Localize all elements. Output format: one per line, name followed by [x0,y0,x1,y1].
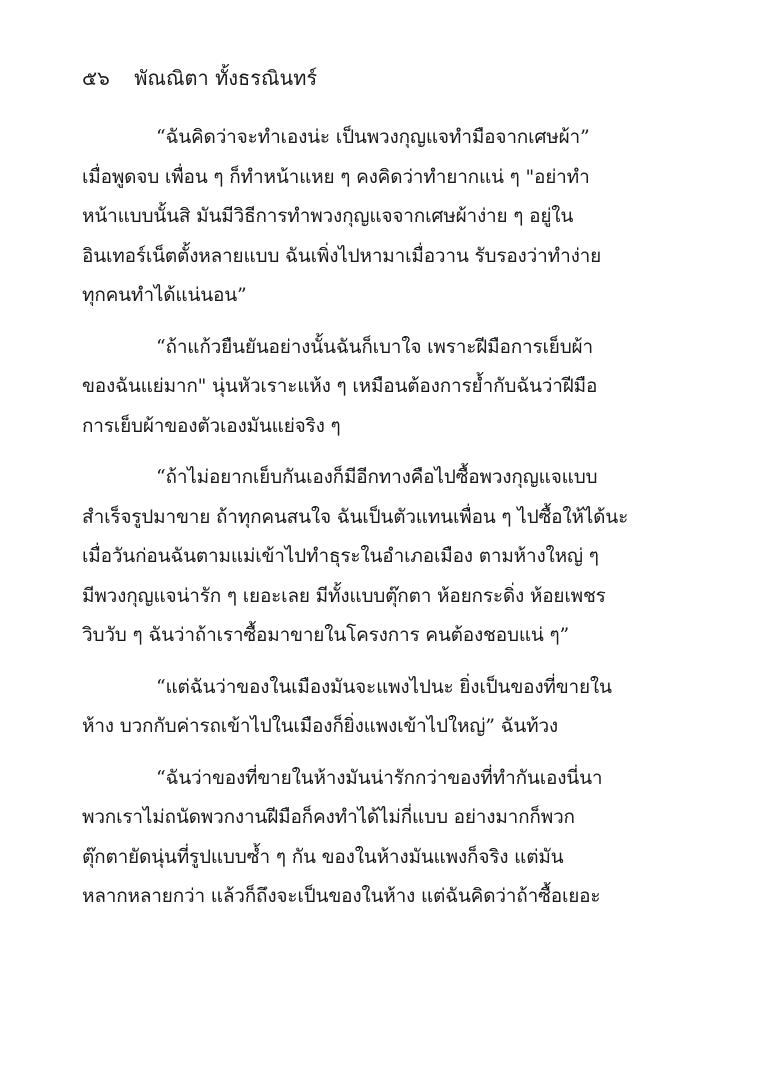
text-line: สำเร็จรูปมาขาย ถ้าทุกคนสนใจ ฉันเป็นตัวแทนเพื่อน ๆ ไปซื้อให้ได้นะ [82,505,629,528]
text-line: การเย็บผ้าของตัวเองมันแย่จริง ๆ [82,414,341,437]
text-line: หลากหลายกว่า แล้วก็ถึงจะเป็นของในห้าง แต่ฉันคิดว่าถ้าซื้อเยอะ [82,885,601,907]
text-line: เมื่อวันก่อนฉันตามแม่เข้าไปทำธุระในอำเภอเมือง ตามห้างใหญ่ ๆ [82,545,599,567]
paragraph [82,759,692,917]
text-line: หน้าแบบนั้นสิ มันมีวิธีการทำพวงกุญแจจากเศษผ้าง่าย ๆ อยู่ใน [82,205,574,227]
text-line: “แต่ฉันว่าของในเมืองมันจะแพงไปนะ ยิ่งเป็นของที่ขายใน [156,675,612,698]
paragraph [82,458,692,656]
paragraph [82,328,692,447]
text-line: ของฉันแย่มาก" นุ่นหัวเราะแห้ง ๆ เหมือนต้องการย้ำกับฉันว่าฝีมือ [82,375,598,397]
running-head [82,64,317,92]
text-line: พวกเราไม่ถนัดพวกงานฝีมือก็คงทำได้ไม่กี่แบบ อย่างมากก็พวก [82,806,575,828]
text-line: อินเทอร์เน็ตตั้งหลายแบบ ฉันเพิ่งไปหามาเมื่อวาน รับรองว่าทำง่าย [82,244,602,267]
paragraph [82,118,692,316]
text-line: “ฉันคิดว่าจะทำเองน่ะ เป็นพวงกุญแจทำมือจากเศษผ้า” [156,126,590,148]
text-line: ตุ๊กตายัดนุ่นที่รูปแบบซ้ำ ๆ กัน ของในห้างมันแพงก็จริง แต่มัน [82,845,564,868]
text-line: มีพวงกุญแจน่ารัก ๆ เยอะเลย มีทั้งแบบตุ๊กตา ห้อยกระดิ่ง ห้อยเพชร [82,584,606,607]
text-line: “ฉันว่าของที่ขายในห้างมันน่ารักกว่าของที่ทำกันเองนี่นา [156,766,603,789]
text-line: เมื่อพูดจบ เพื่อน ๆ ก็ทำหน้าแหย ๆ คงคิดว่าทำยากแน่ ๆ "อย่าทำ [82,165,590,188]
text-line: ห้าง บวกกับค่ารถเข้าไปในเมืองก็ยิ่งแพงเข้าไปใหญ่” ฉันท้วง [82,715,559,737]
body-text [82,118,692,929]
paragraph [82,668,692,747]
page-number: ๕๖ [82,66,110,90]
author-name: พัณณิตา ทั้งธรณินทร์ [134,66,318,90]
text-line: “ถ้าไม่อยากเย็บกันเองก็มีอีกทางคือไปซื้อพวงกุญแจแบบ [156,466,598,488]
text-line: “ถ้าแก้วยืนยันอย่างนั้นฉันก็เบาใจ เพราะฝีมือการเย็บผ้า [156,335,593,358]
text-line: ทุกคนทำได้แน่นอน” [82,284,247,306]
text-line: วิบวับ ๆ ฉันว่าถ้าเราซื้อมาขายในโครงการ คนต้องชอบแน่ ๆ” [82,624,570,646]
